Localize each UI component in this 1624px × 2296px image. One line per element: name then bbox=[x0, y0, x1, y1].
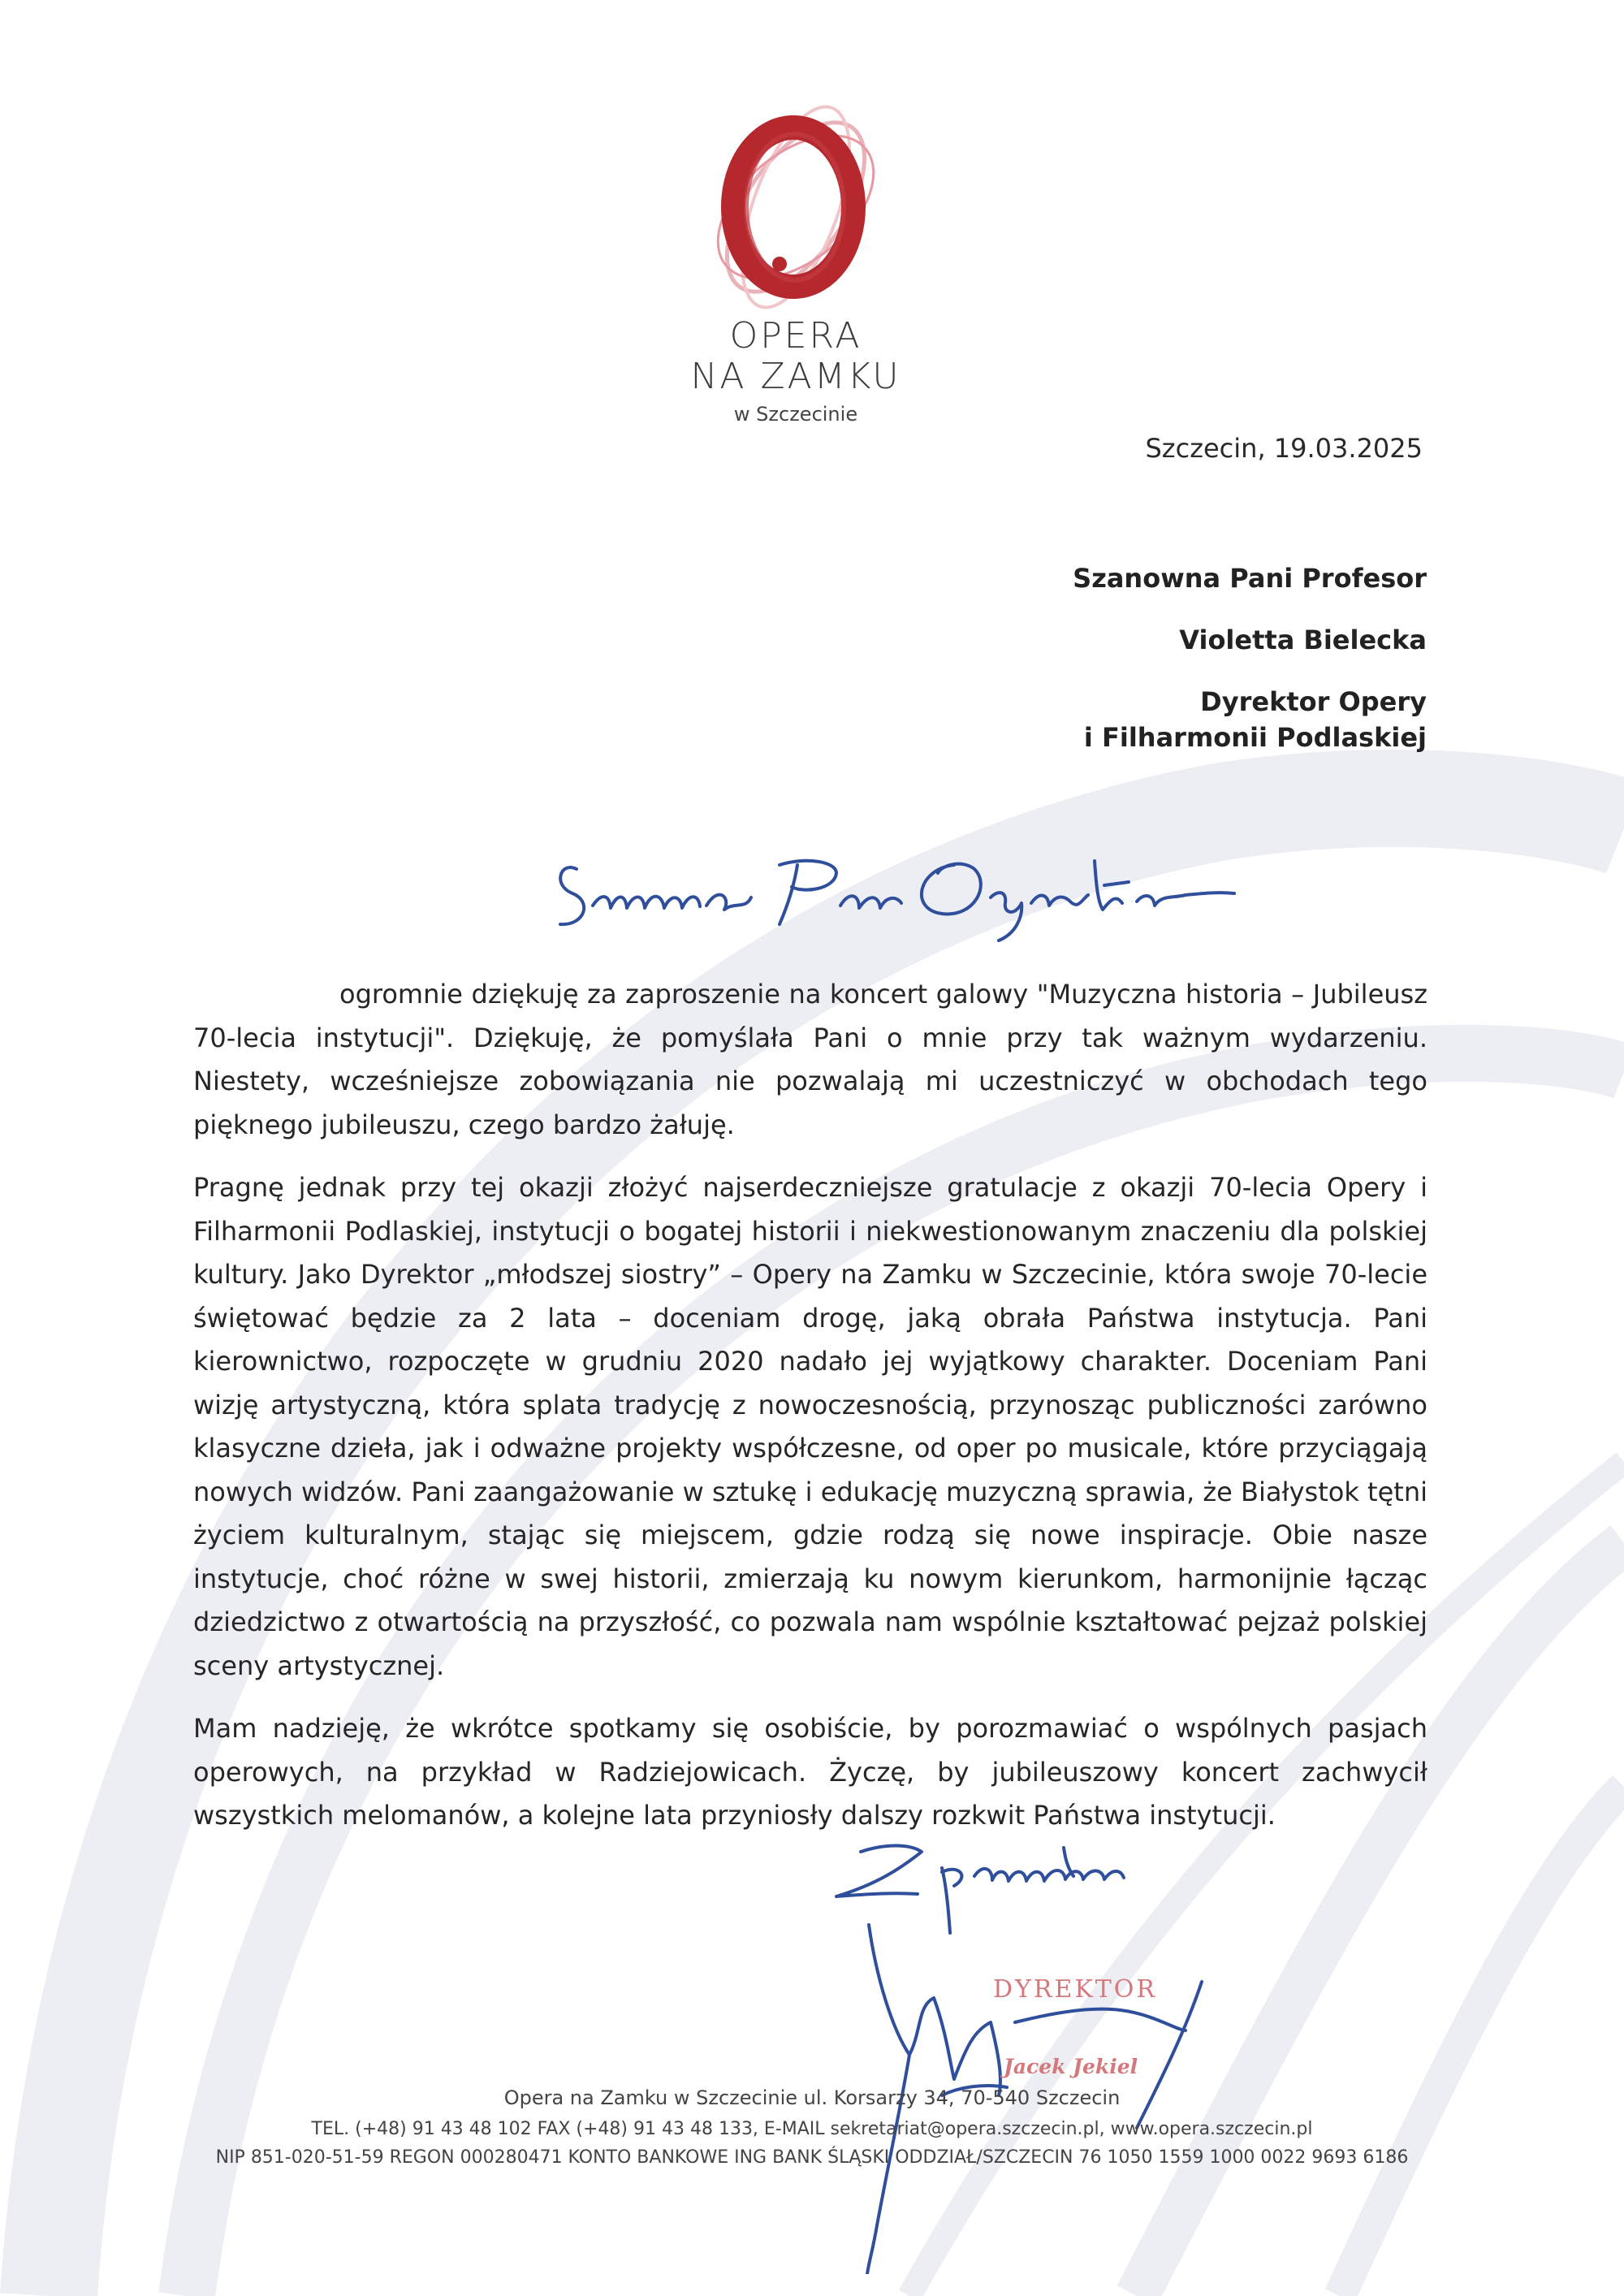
recipient-position: Dyrektor Opery bbox=[1200, 686, 1427, 717]
opera-logo bbox=[633, 97, 958, 439]
body-paragraph-1: ogromnie dziękuję za zaproszenie na koncert galowy "Muzyczna historia – Jubileusz 70-lecia instytucji". Dziękuję, że pomyślała Pani o mnie przy tak ważnym wydarzeniu. Niestety, wcześniejsze zobowiązania nie pozwalają mi uczestniczyć w obchodach tego pięknego jubileuszu, czego bardzo żałuję. bbox=[193, 979, 1427, 1140]
letter-body bbox=[193, 973, 1427, 1857]
footer-registration: NIP 851-020-51-59 REGON 000280471 KONTO BANKOWE ING BANK ŚLĄSKI ODDZIAŁ/SZCZECIN 76 1050 1559 1000 0022 9693 6186 bbox=[215, 2147, 1409, 2168]
letter-date: Szczecin, 19.03.2025 bbox=[1145, 433, 1423, 464]
footer-address: Opera na Zamku w Szczecinie ul. Korsarzy 34, 70-540 Szczecin bbox=[503, 2086, 1121, 2109]
handwritten-signature bbox=[780, 1819, 1315, 2274]
footer-contact: TEL. (+48) 91 43 48 102 FAX (+48) 91 43 48 133, E-MAIL sekretariat@opera.szczecin.pl, www.opera.szczecin.pl bbox=[311, 2119, 1313, 2139]
body-paragraph-2: Pragnę jednak przy tej okazji złożyć najserdeczniejsze gratulacje z okazji 70-lecia Opery i Filharmonii Podlaskiej, instytucji o bogatej historii i niekwestionowanym znaczeniu dla polskiej kultury. Jako Dyrektor „młodszej siostry” – Opery na Zamku w Szczecinie, która swoje 70-lecie świętować będzie za 2 lata – doceniam drogę, jaką obrała Państwa instytucja. Pani kierownictwo, rozpoczęte w grudniu 2020 nadało jej wyjątkowy charakter. Doceniam Pani wizję artystyczną, która splata tradycję z nowoczesnością, przynosząc publiczności zarówno klasyczne dzieła, jak i odważne projekty współczesne, od oper po musicale, które przyciągają nowych widzów. Pani zaangażowanie w sztukę i edukację muzyczną sprawia, że Białystok tętni życiem kulturalnym, stając się miejscem, gdzie rodzą się nowe inspiracje. Obie nasze instytucje, choć różne w swej historii, zmierzają ku nowym kierunkom, harmonijnie łącząc dziedzictwo z otwartością na przyszłość, co pozwala nam wspólnie kształtować pejzaż polskiej sceny artystycznej. bbox=[193, 1172, 1427, 1681]
logo-text-na-zamku: NA ZAMKU bbox=[690, 356, 901, 397]
logo-text-city: w Szczecinie bbox=[733, 403, 858, 426]
opera-logo-emblem bbox=[633, 97, 958, 317]
handwritten-salutation bbox=[536, 828, 1267, 942]
stamp-title: DYREKTOR bbox=[993, 1975, 1157, 2004]
recipient-institution: i Filharmonii Podlaskiej bbox=[1083, 722, 1427, 753]
stamp-name: Jacek Jekiel bbox=[1004, 2055, 1138, 2078]
body-paragraph-3: Mam nadzieję, że wkrótce spotkamy się osobiście, by porozmawiać o wspólnych pasjach operowych, na przykład w Radziejowicach. Życzę, by jubileuszowy koncert zachwycił wszystkich melomanów, a kolejne lata przyniosły dalszy rozkwit Państwa instytucji. bbox=[193, 1713, 1427, 1831]
logo-text-opera: OPERA bbox=[729, 315, 862, 357]
recipient-block bbox=[696, 560, 1427, 755]
recipient-salutation-title: Szanowna Pani Profesor bbox=[1073, 563, 1427, 594]
recipient-name: Violetta Bielecka bbox=[1179, 625, 1427, 655]
